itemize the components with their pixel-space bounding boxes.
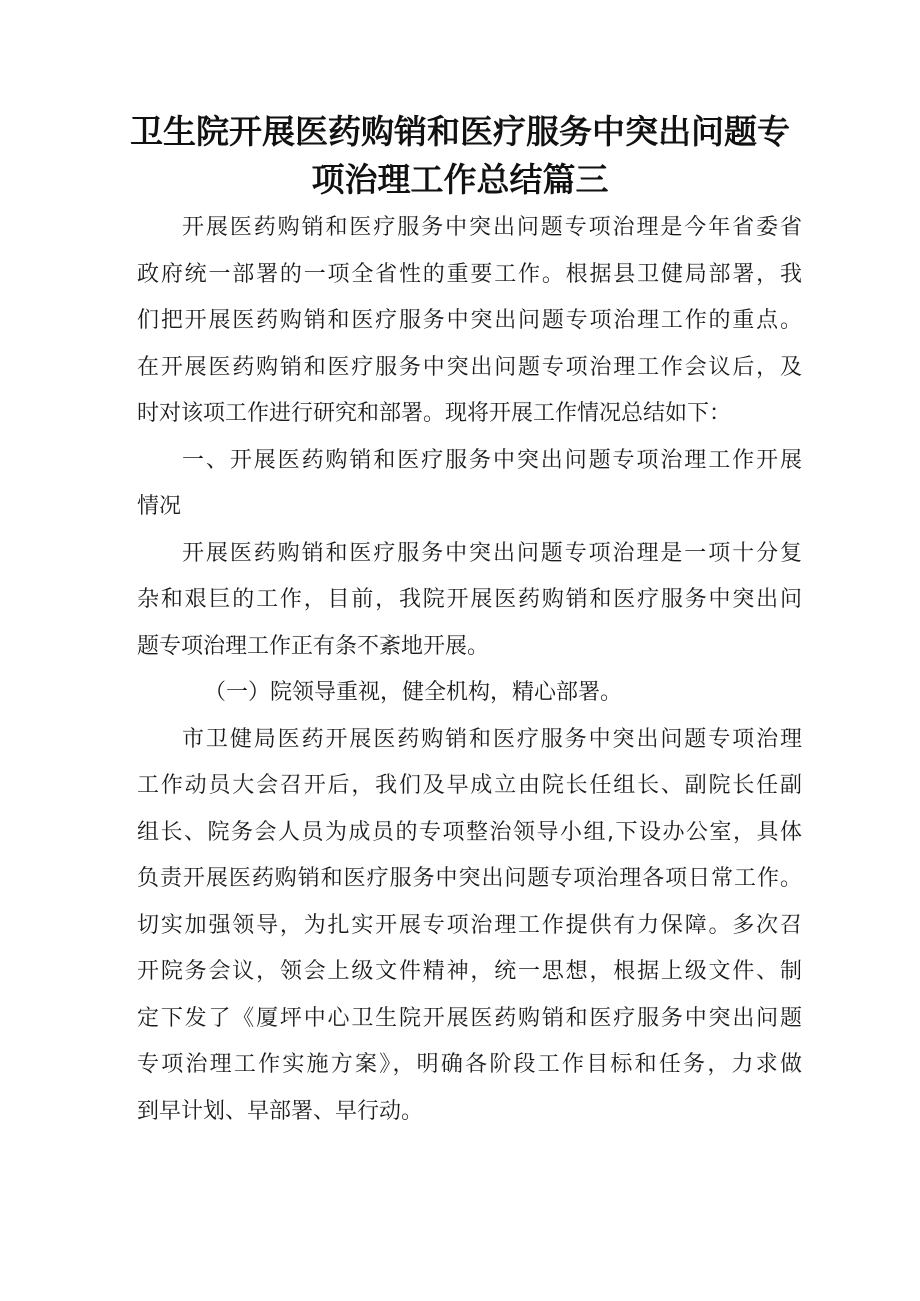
- text-line: 在开展医药购销和医疗服务中突出问题专项治理工作会议后，及: [137, 354, 802, 380]
- text-line: 负责开展医药购销和医疗服务中突出问题专项治理各项日常工作。: [137, 866, 802, 891]
- document-body: [137, 205, 802, 1135]
- section-heading-cont: 情况: [137, 494, 182, 519]
- text-line: 题专项治理工作正有条不紊地开展。: [137, 633, 490, 659]
- text-line: 工作动员大会召开后，我们及早成立由院长任组长、副院长任副: [137, 773, 802, 798]
- text-line: 专项治理工作实施方案》，明确各阶段工作目标和任务，力求做: [137, 1052, 802, 1077]
- text-line: 组长、院务会人员为成员的专项整治领导小组,下设办公室，具体: [137, 819, 802, 845]
- section-heading: 一、开展医药购销和医疗服务中突出问题专项治理工作开展: [182, 447, 802, 473]
- text-line: 们把开展医药购销和医疗服务中突出问题专项治理工作的重点。: [137, 308, 802, 333]
- text-line: 切实加强领导，为扎实开展专项治理工作提供有力保障。多次召: [137, 912, 802, 938]
- text-line: 市卫健局医药开展医药购销和医疗服务中突出问题专项治理: [182, 726, 802, 752]
- text-line: 开院务会议，领会上级文件精神，统一思想，根据上级文件、制: [137, 959, 802, 984]
- title-line-1: 卫生院开展医药购销和医疗服务中突出问题专: [130, 112, 790, 151]
- text-line: 开展医药购销和医疗服务中突出问题专项治理是一项十分复: [182, 540, 802, 566]
- text-line: 杂和艰巨的工作，目前，我院开展医药购销和医疗服务中突出问: [137, 587, 802, 612]
- subsection-heading: （一）院领导重视，健全机构，精心部署。: [204, 680, 623, 705]
- document-title: [120, 108, 800, 204]
- text-line: 政府统一部署的一项全省性的重要工作。根据县卫健局部署，我: [137, 261, 802, 287]
- text-line: 定下发了《厦坪中心卫生院开展医药购销和医疗服务中突出问题: [137, 1005, 802, 1031]
- title-line-2: 项治理工作总结篇三: [311, 160, 609, 199]
- text-line: 开展医药购销和医疗服务中突出问题专项治理是今年省委省: [182, 215, 802, 240]
- text-line: 到早计划、早部署、早行动。: [137, 1098, 424, 1124]
- text-line: 时对该项工作进行研究和部署。现将开展工作情况总结如下：: [137, 401, 732, 426]
